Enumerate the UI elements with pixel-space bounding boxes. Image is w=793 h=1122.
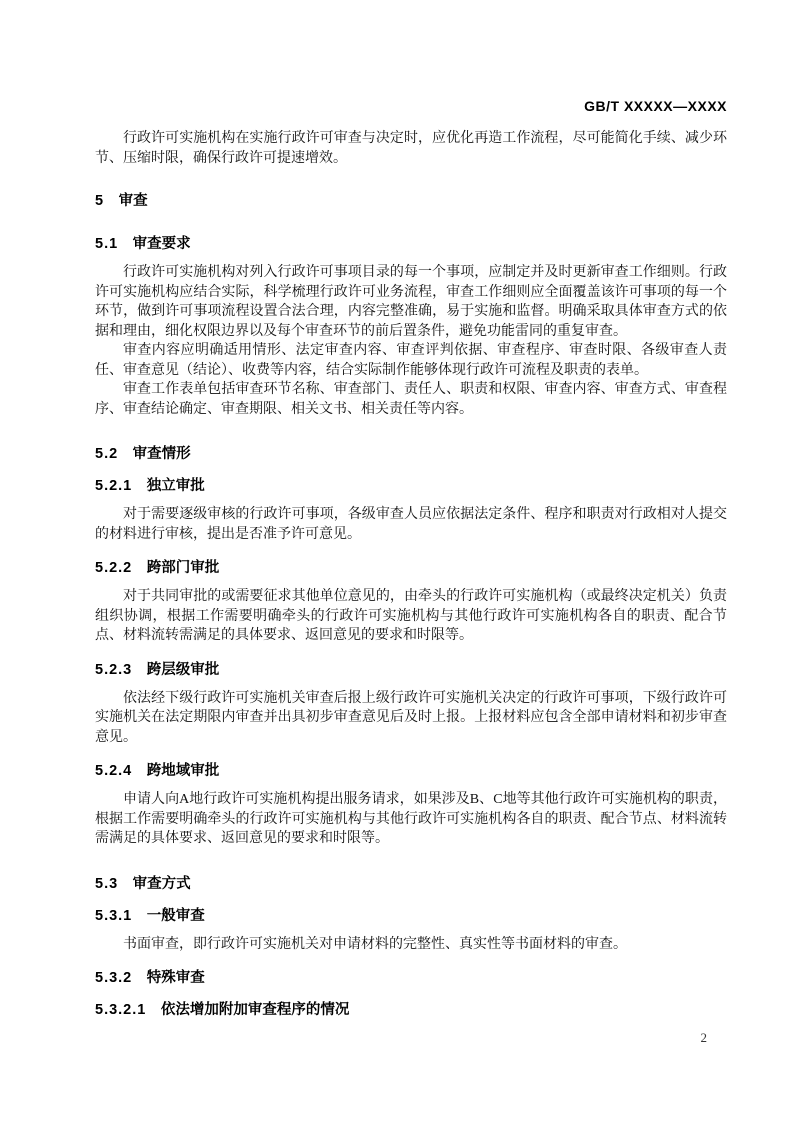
heading-title: 跨层级审批: [146, 661, 220, 678]
heading-title: 审查情形: [132, 446, 191, 462]
paragraph-intro: 行政许可实施机构在实施行政许可审查与决定时，应优化再造工作流程，尽可能简化手续、减少环节、压缩时限，确保行政许可提速增效。: [95, 131, 727, 166]
heading-number: 5.3.2.1: [95, 1002, 147, 1018]
heading-title: 跨部门审批: [146, 560, 220, 576]
heading-number: 5.3: [95, 875, 119, 892]
heading-number: 5: [95, 193, 105, 209]
heading-number: 5.2: [95, 446, 119, 462]
heading-title: 审查要求: [132, 236, 191, 252]
heading-5-2-2: [95, 560, 727, 576]
heading-5-3: [95, 876, 727, 892]
heading-5-2-4: [95, 763, 727, 779]
heading-number: 5.2.2: [95, 560, 133, 576]
heading-title: 独立审批: [146, 478, 205, 494]
heading-number: 5.2.4: [95, 763, 133, 779]
paragraph-5-1-3: 审查工作表单包括审查环节名称、审查部门、责任人、职责和权限、审查内容、审查方式、审查程序、审查结论确定、审查期限、相关文书、相关责任等内容。: [95, 382, 727, 417]
paragraph-5-1-1: 行政许可实施机构对列入行政许可事项目录的每一个事项，应制定并及时更新审查工作细则。行政许可实施机构应结合实际，科学梳理行政许可业务流程，审查工作细则应全面覆盖该许可事项的每一个环节，做到许可事项流程设置合法合理，内容完整准确，易于实施和监督。明确采取具体审查方式的依据和理由，细化权限边界以及每个审查环节的前后置条件，避免功能雷同的重复审查。: [95, 265, 727, 339]
heading-number: 5.2.3: [95, 661, 133, 678]
heading-number: 5.3.2: [95, 970, 133, 986]
heading-title: 特殊审查: [146, 970, 205, 986]
paragraph-5-1-2: 审查内容应明确适用情形、法定审查内容、审查评判依据、审查程序、审查时限、各级审查人责任、审查意见（结论）、收费等内容，结合实际制作能够体现行政许可流程及职责的表单。: [95, 343, 727, 378]
heading-title: 依法增加附加审查程序的情况: [160, 1002, 350, 1018]
paragraph-5-2-2: 对于共同审批的或需要征求其他单位意见的，由牵头的行政许可实施机构（或最终决定机关）负责组织协调，根据工作需要明确牵头的行政许可实施机构与其他行政许可实施机构各自的职责、配合节点、材料流转需满足的具体要求、返回意见的要求和时限等。: [95, 589, 727, 643]
page-number: 2: [700, 1030, 707, 1045]
doc-code: GB/T XXXXX—XXXX: [584, 98, 727, 114]
heading-5-1: [95, 236, 727, 252]
heading-number: 5.3.1: [95, 907, 133, 924]
running-header: [95, 98, 727, 114]
heading-5-3-2: [95, 970, 727, 986]
heading-5-2-1: [95, 478, 727, 494]
paragraph-5-2-4: 申请人向A地行政许可实施机构提出服务请求，如果涉及B、C地等其他行政许可实施机构的职责，根据工作需要明确牵头的行政许可实施机构与其他行政许可实施机构各自的职责、配合节点、材料流转需满足的具体要求、返回意见的要求和时限等。: [95, 792, 727, 846]
paragraph-5-2-1: 对于需要逐级审核的行政许可事项，各级审查人员应依据法定条件、程序和职责对行政相对人提交的材料进行审核，提出是否准予许可意见。: [95, 507, 727, 542]
heading-title: 一般审查: [146, 907, 205, 924]
paragraph-5-3-1: 书面审查，即行政许可实施机关对申请材料的完整性、真实性等书面材料的审查。: [123, 936, 627, 952]
heading-5-3-2-1: [95, 1002, 727, 1018]
heading-title: 审查: [118, 193, 148, 209]
heading-5-2-3: [95, 662, 727, 678]
heading-clause-5: [95, 193, 727, 209]
heading-title: 跨地域审批: [146, 763, 220, 779]
heading-number: 5.2.1: [95, 478, 133, 494]
paragraph-5-2-3: 依法经下级行政许可实施机关审查后报上级行政许可实施机关决定的行政许可事项，下级行政许可实施机关在法定期限内审查并出具初步审查意见后及时上报。上报材料应包含全部申请材料和初步审查意见。: [95, 690, 727, 745]
heading-5-3-1: [95, 908, 727, 924]
heading-title: 审查方式: [132, 875, 191, 892]
heading-number: 5.1: [95, 236, 119, 252]
heading-5-2: [95, 446, 727, 462]
